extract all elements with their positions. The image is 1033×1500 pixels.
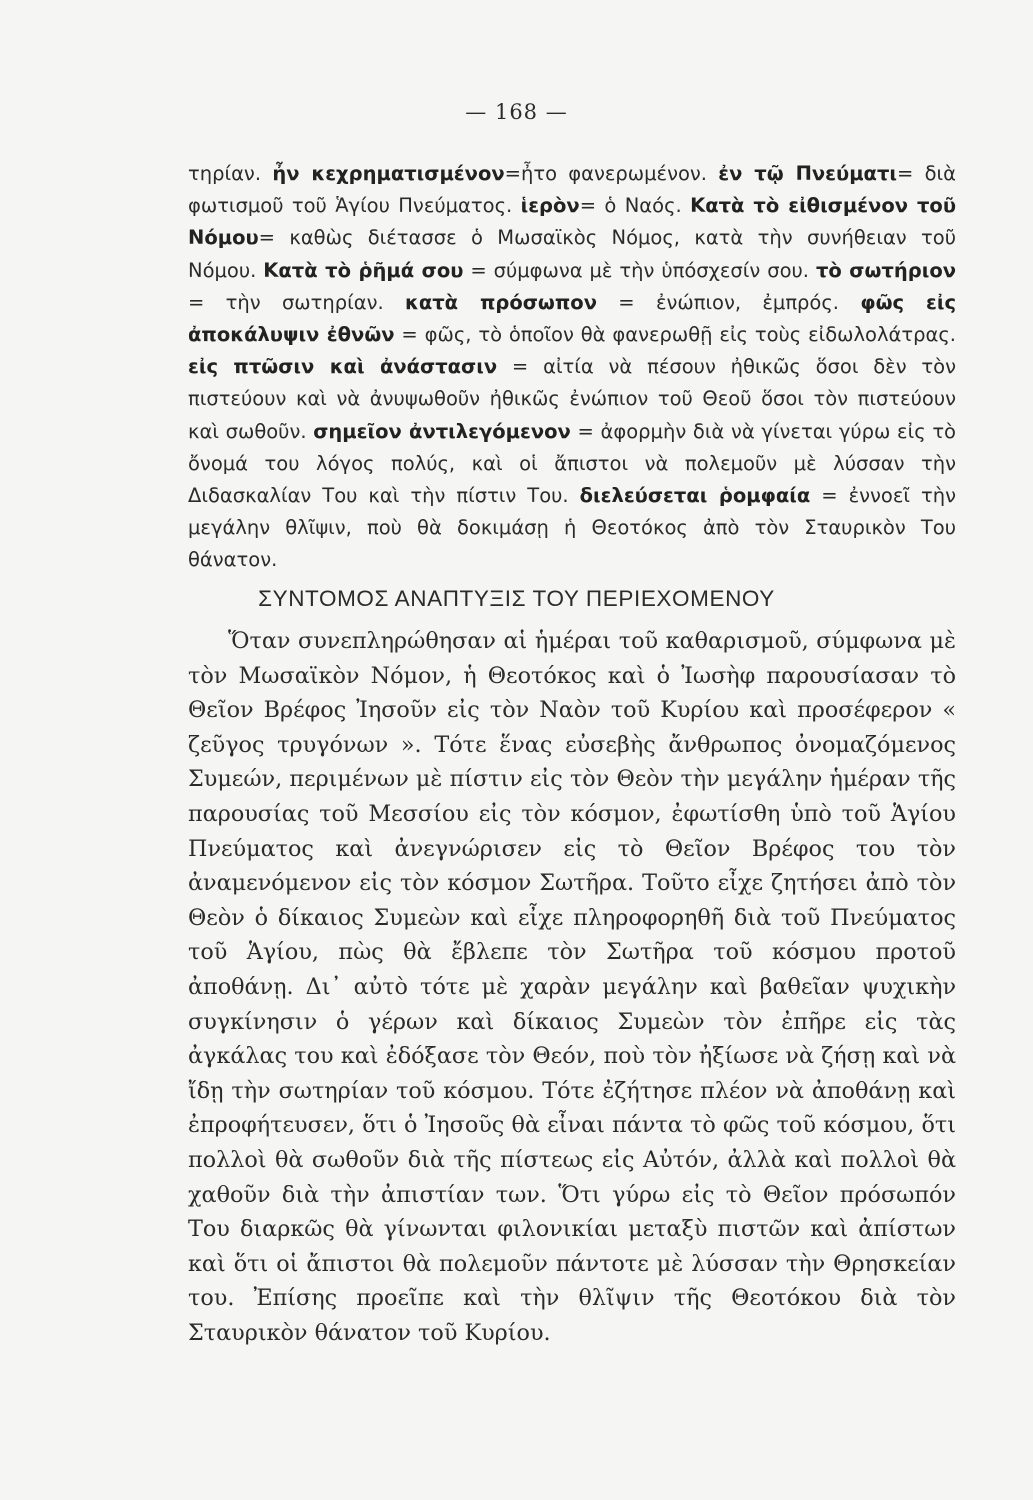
note-term: κατὰ πρόσωπον — [404, 290, 597, 314]
note-term: τὸ σωτήριον — [815, 258, 956, 282]
page-number: — 168 — — [465, 100, 568, 124]
note-text: = αἰτία νὰ πέσουν ἠθικῶς ὅσοι δὲν τὸν πιστεύουν καὶ νὰ ἀνυψωθοῦν ἠθικῶς ἐνώπιον τοῦ Θεοῦ ὅσοι τὸν πιστεύουν καὶ σωθοῦν. — [188, 355, 956, 443]
glossary-notes — [188, 158, 956, 577]
note-term: φῶς εἰς ἀποκάλυψιν ἐθνῶν — [188, 290, 956, 347]
note-text: = ἐνώπιον, ἐμπρός. — [596, 290, 861, 314]
note-text: = τὴν σωτηρίαν. — [188, 290, 405, 314]
note-text: = φῶς, τὸ ὁποῖον θὰ φανερωθῇ εἰς τοὺς εἰδωλολάτρας. — [394, 323, 956, 347]
section-heading: ΣΥΝΤΟΜΟΣ ΑΝΑΠΤΥΞΙΣ ΤΟΥ ΠΕΡΙΕΧΟΜΕΝΟΥ — [258, 586, 775, 611]
note-term: Κατὰ τὸ εἰθισμένον τοῦ Νόμου — [188, 194, 956, 250]
note-term: ἐν τῷ Πνεύματι — [718, 162, 897, 185]
note-term: Κατὰ τὸ ῥῆμά σου — [263, 258, 464, 282]
note-term: ἱερὸν — [520, 194, 580, 218]
note-text: = ἀφορμὴν διὰ νὰ γίνεται γύρω εἰς τὸ ὄνομά του λόγος πολύς, καὶ οἱ ἄπιστοι νὰ πολεμοῦν μὲ λύσσαν τὴν Διδασκαλίαν Του καὶ τὴν πίστιν Του. — [188, 419, 956, 508]
note-text: = καθὼς διέτασσε ὁ Μωσαϊκὸς Νόμος, κατὰ τὴν συνήθειαν τοῦ Νόμου. — [188, 226, 956, 282]
note-text: = ἐννοεῖ τὴν μεγάλην θλῖψιν, ποὺ θὰ δοκιμάσῃ ἡ Θεοτόκος ἀπὸ τὸν Σταυρικὸν Του θάνατον. — [188, 484, 956, 572]
note-term: σημεῖον ἀντιλεγόμενον — [313, 419, 571, 443]
note-term: διελεύσεται ῥομφαία — [579, 484, 811, 508]
note-text: = σύμφωνα μὲ τὴν ὑπόσχεσίν σου. — [463, 258, 816, 282]
note-term: εἰς πτῶσιν καὶ ἀνάστασιν — [188, 355, 498, 379]
note-text: τηρίαν. — [188, 162, 273, 185]
note-text: =ἦτο φανερωμένον. — [504, 162, 719, 185]
summary-text: Ὅταν συνεπληρώθησαν αἱ ἡμέραι τοῦ καθαρισμοῦ, σύμφωνα μὲ τὸν Μωσαϊκὸν Νόμον, ἡ Θεοτόκος καὶ ὁ Ἰωσὴφ παρουσίασαν τὸ Θεῖον Βρέφος Ἰησοῦν εἰς τὸν Ναὸν τοῦ Κυρίου καὶ προσέφερον « ζεῦγος τρυγόνων ». Τότε ἕνας εὐσεβὴς ἄνθρωπος ὀνομαζόμενος Συμεών, περιμένων μὲ πίστιν εἰς τὸν Θεὸν τὴν μεγάλην ἡμέραν τῆς παρουσίας τοῦ Μεσσίου εἰς τὸν κόσμον, ἐφωτίσθη ὑπὸ τοῦ Ἁγίου Πνεύματος καὶ ἀνεγνώρισεν εἰς τὸ Θεῖον Βρέφος του τὸν ἀναμενόμενον εἰς τὸν κόσμον Σωτῆρα. Τοῦτο εἶχε ζητήσει ἀπὸ τὸν Θεὸν ὁ δίκαιος Συμεὼν καὶ εἶχε πληροφορηθῆ διὰ τοῦ Πνεύματος τοῦ Ἁγίου, πὼς θὰ ἔβλεπε τὸν Σωτῆρα τοῦ κόσμου προτοῦ ἀποθάνῃ. Δι᾽ αὐτὸ τότε μὲ χαρὰν μεγάλην καὶ βαθεῖαν ψυχικὴν συγκίνησιν ὁ γέρων καὶ δίκαιος Συμεὼν τὸν ἐπῆρε εἰς τὰς ἀγκάλας του καὶ ἐδόξασε τὸν Θεόν, ποὺ τὸν ἠξίωσε νὰ ζήσῃ καὶ νὰ ἴδῃ τὴν σωτηρίαν τοῦ κόσμου. Τότε ἐζήτησε πλέον νὰ ἀποθάνῃ καὶ ἐπροφήτευσεν, ὅτι ὁ Ἰησοῦς θὰ εἶναι πάντα τὸ φῶς τοῦ κόσμου, ὅτι πολλοὶ θὰ σωθοῦν διὰ τῆς πίστεως εἰς Αὐτόν, ἀλλὰ καὶ πολλοὶ θὰ χαθοῦν διὰ τὴν ἀπιστίαν των. Ὅτι γύρω εἰς τὸ Θεῖον πρόσωπόν Του διαρκῶς θὰ γίνωνται φιλονικίαι μεταξὺ πιστῶν καὶ ἀπίστων καὶ ὅτι οἱ ἄπιστοι θὰ πολεμοῦν πάντοτε μὲ λύσσαν τὴν Θρησκείαν του. Ἐπίσης προεῖπε καὶ τὴν θλῖψιν τῆς Θεοτόκου διὰ τὸν Σταυρικὸν θάνατον τοῦ Κυρίου. — [188, 628, 956, 1346]
note-term: ἦν κεχρηματισμένον — [272, 162, 505, 185]
summary-paragraph — [188, 624, 956, 1350]
note-text: = διὰ φωτισμοῦ τοῦ Ἁγίου Πνεύματος. — [188, 162, 957, 218]
note-text: = ὁ Ναός. — [579, 194, 691, 218]
